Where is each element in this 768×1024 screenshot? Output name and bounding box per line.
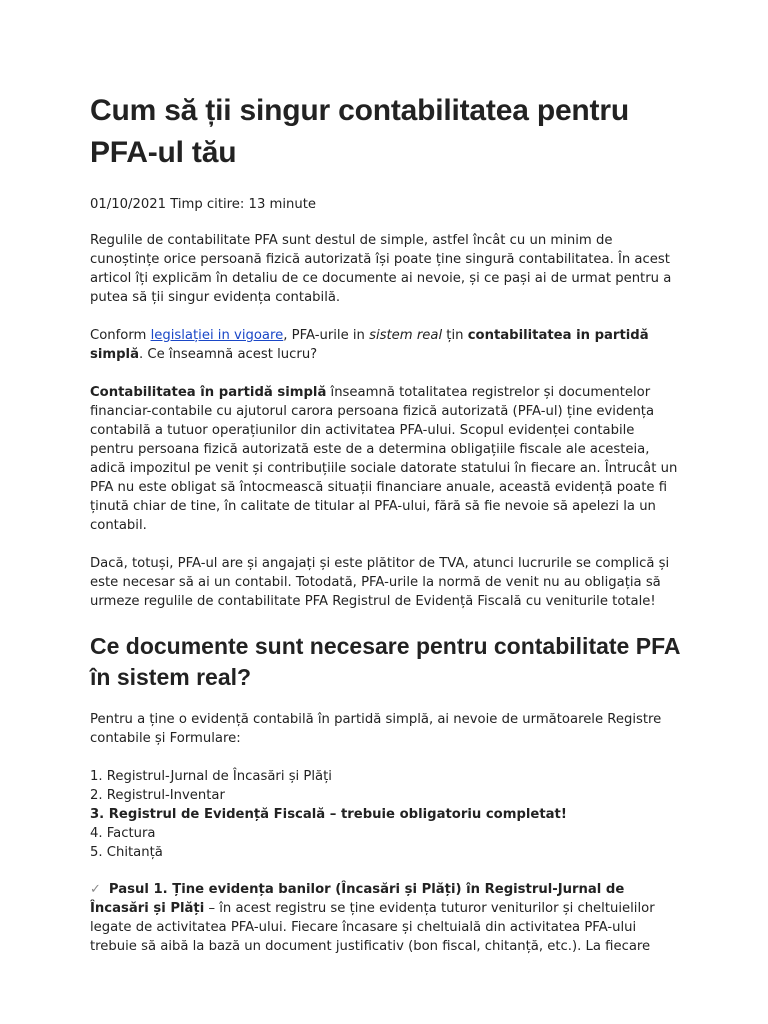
step-title: Pasul 1. Ține evidența banilor (Încasări și Plăți) în Registrul-Jurnal de Încasări și Plăți <box>90 882 625 916</box>
requirements-paragraph: Pentru a ține o evidență contabilă în partidă simplă, ai nevoie de următoarele Registre contabile și Formulare: <box>90 712 662 746</box>
article-title: Cum să ții singur contabilitatea pentru PFA-ul tău <box>90 94 629 169</box>
checkmark-icon: ✓ <box>90 882 101 897</box>
section-heading: Ce documente sunt necesare pentru contabilitate PFA în sistem real? <box>90 633 680 690</box>
documents-list <box>90 767 680 862</box>
legislation-paragraph <box>90 326 680 364</box>
text-segment: Conform <box>90 328 151 343</box>
text-segment: , PFA-urile in <box>283 328 370 343</box>
list-item: 1. Registrul-Jurnal de Încasări și Plăți <box>90 769 332 784</box>
list-item: 2. Registrul-Inventar <box>90 788 225 803</box>
exceptions-paragraph: Dacă, totuși, PFA-ul are și angajați și este plătitor de TVA, atunci lucrurile se complică și este necesar să ai un contabil. Totodată, PFA-urile la normă de venit nu au obligația să urmeze regulile de contabilitate PFA Registrul de Evidență Fiscală cu veniturile totale! <box>90 556 670 609</box>
bold-term: contabilitatea in partidă simplă <box>90 328 649 362</box>
definition-paragraph <box>90 383 680 535</box>
bold-term: Contabilitatea în partidă simplă <box>90 385 327 400</box>
list-item <box>90 805 680 824</box>
italic-term: sistem real <box>369 328 443 343</box>
article-body <box>90 90 680 956</box>
text-segment: înseamnă totalitatea registrelor și documentelor financiar-contabile cu ajutorul carora persoana fizică autorizată (PFA-ul) ține evidența contabilă a tutuor operațiunilor din activitatea PFA-ului. Scopul evidenței contabile pentru persoana fizică autorizată este de a determina obligațiile fiscale ale acesteia, adică impozitul pe venit și contribuțiile sociale datorate statului în fiecare an. Întrucât un PFA nu este obligat să întocmească situații financiare anuale, această evidență poate fi ținută chiar de tine, în calitate de titular al PFA-ului, fără să fie nevoie să apelezi la un contabil. <box>90 385 678 533</box>
list-item: 5. Chitanță <box>90 845 163 860</box>
bold-list-item: 3. Registrul de Evidență Fiscală – trebuie obligatoriu completat! <box>90 807 567 822</box>
text-segment: – în acest registru se ține evidența tuturor veniturilor și cheltuielilor legate de activitatea PFA-ului. Fiecare încasare și cheltuială din activitatea PFA-ului trebuie să aibă la bază un document justificativ (bon fiscal, chitanță, etc.). La fiecare <box>90 901 655 954</box>
text-segment: . Ce înseamnă acest lucru? <box>138 347 318 362</box>
step-1-paragraph <box>90 880 680 956</box>
text-segment: țin <box>442 328 468 343</box>
list-item: 4. Factura <box>90 826 156 841</box>
intro-paragraph: Regulile de contabilitate PFA sunt destul de simple, astfel încât cu un minim de cunoștințe orice persoană fizică autorizată își poate ține singură contabilitatea. În acest articol îți explicăm în detaliu de ce documente ai nevoie, și ce pași ai de urmat pentru a putea să ții singur evidența contabilă. <box>90 233 672 305</box>
article-meta: 01/10/2021 Timp citire: 13 minute <box>90 197 317 212</box>
legislation-link[interactable]: legislației in vigoare <box>150 328 284 343</box>
